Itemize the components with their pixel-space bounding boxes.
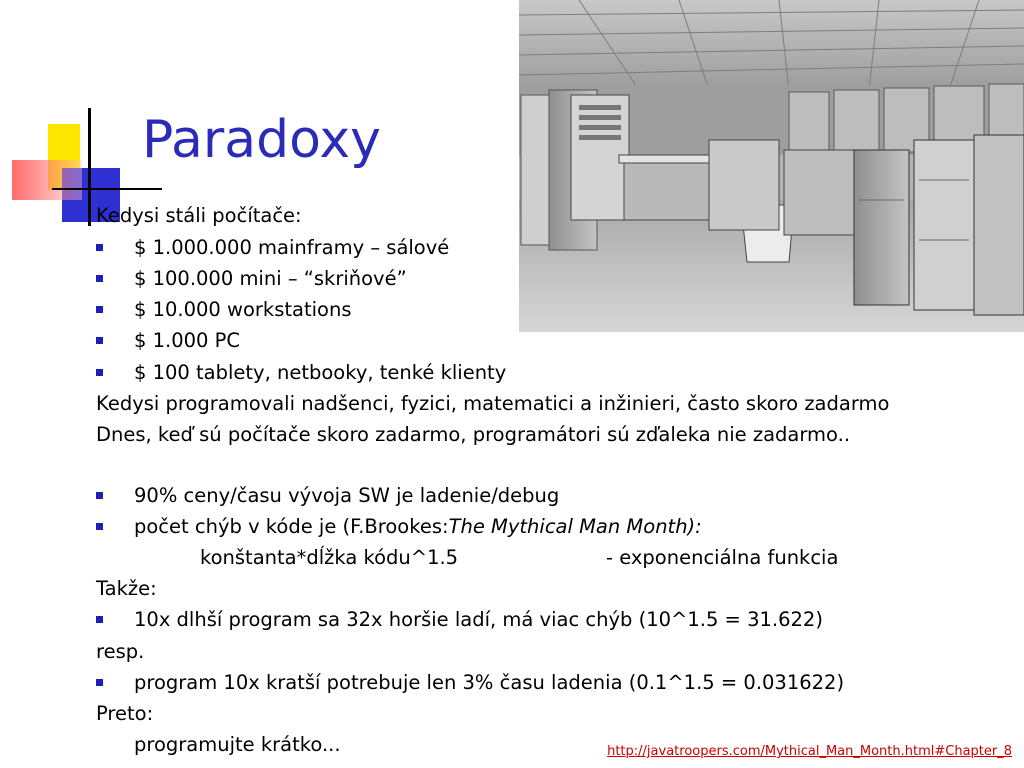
bullet-icon bbox=[96, 369, 103, 376]
book-title: The Mythical Man Month): bbox=[448, 515, 702, 538]
decor-red-square bbox=[12, 160, 82, 200]
decor-horizontal-line bbox=[52, 188, 162, 190]
bullet-icon bbox=[96, 275, 103, 282]
price-mini: $ 100.000 mini – “skriňové” bbox=[134, 267, 407, 290]
takze-text: Takže: bbox=[96, 577, 157, 600]
formula-note: - exponenciálna funkcia bbox=[606, 546, 839, 569]
shorter-program-text: program 10x kratší potrebuje len 3% času ladenia (0.1^1.5 = 0.031622) bbox=[134, 671, 845, 694]
source-link[interactable]: http://javatroopers.com/Mythical_Man_Month.html#Chapter_8 bbox=[607, 744, 1012, 759]
price-tablets: $ 100 tablety, netbooky, tenké klienty bbox=[134, 361, 507, 384]
longer-program-text: 10x dlhší program sa 32x horšie ladí, má viac chýb (10^1.5 = 31.622) bbox=[134, 608, 823, 631]
preto-text: Preto: bbox=[96, 702, 154, 725]
bullet-icon bbox=[96, 616, 103, 623]
bugs-text bbox=[134, 515, 702, 538]
bugs-prefix: počet chýb v kóde je (F.Brookes: bbox=[134, 515, 449, 538]
debug-text: 90% ceny/času vývoja SW je ladenie/debug bbox=[134, 484, 560, 507]
slide-title: Paradoxy bbox=[142, 110, 381, 170]
price-mainframe: $ 1.000.000 mainframy – sálové bbox=[134, 236, 450, 259]
bullet-icon bbox=[96, 306, 103, 313]
price-workstations: $ 10.000 workstations bbox=[134, 298, 352, 321]
intro-text: Kedysi stáli počítače: bbox=[96, 204, 302, 227]
mainframe-room-photo bbox=[519, 0, 1024, 332]
resp-text: resp. bbox=[96, 640, 145, 663]
bullet-icon bbox=[96, 244, 103, 251]
conclusion-text: programujte krátko... bbox=[134, 733, 341, 756]
bullet-icon bbox=[96, 523, 103, 530]
price-pc: $ 1.000 PC bbox=[134, 329, 241, 352]
today-text: Dnes, keď sú počítače skoro zadarmo, programátori sú zďaleka nie zadarmo.. bbox=[96, 423, 851, 446]
programmers-text: Kedysi programovali nadšenci, fyzici, matematici a inžinieri, často skoro zadarmo bbox=[96, 392, 890, 415]
bullet-icon bbox=[96, 492, 103, 499]
formula-text: konštanta*dĺžka kódu^1.5 bbox=[200, 546, 459, 569]
bullet-icon bbox=[96, 337, 103, 344]
decor-vertical-line bbox=[88, 108, 91, 226]
bullet-icon bbox=[96, 679, 103, 686]
